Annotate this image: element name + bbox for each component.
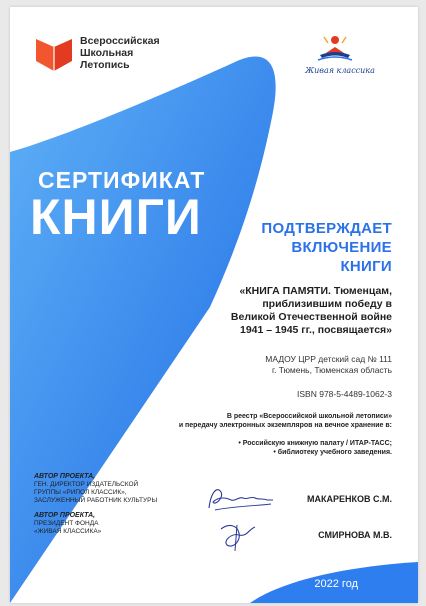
organization-name: МАДОУ ЦРР детский сад № 111: [265, 354, 392, 364]
book-title-line-3: Великой Отечественной войне: [230, 311, 392, 323]
confirm-line-2: ВКЛЮЧЕНИЕ: [291, 239, 392, 256]
registry-item-1: • Российскую книжную палату / ИТАР-ТАСС;: [238, 440, 392, 447]
signer-name-2: СМИРНОВА М.В.: [318, 530, 392, 540]
organization-city: г. Тюмень, Тюменская область: [272, 365, 392, 375]
signer-name-1: МАКАРЕНКОВ С.М.: [307, 494, 392, 504]
signature-1: [205, 482, 277, 516]
author-block-2: [34, 512, 157, 536]
registry-line-2: и передачу электронных экземпляров на вечное хранение в:: [178, 422, 392, 429]
book-title-line-4: 1941 – 1945 гг., посвящается»: [240, 324, 392, 336]
author-block-1: [34, 473, 157, 505]
logo-line-1: Всероссийская: [80, 35, 160, 47]
logo-line-2: Школьная: [80, 47, 134, 59]
book-title-line-1: «КНИГА ПАМЯТИ. Тюменцам,: [239, 285, 392, 297]
living-classics-logo: [300, 33, 375, 81]
registry-line-1: В реестр «Всероссийской школьной летописи»: [226, 413, 392, 420]
author-2-line-1: ПРЕЗИДЕНТ ФОНДА: [34, 520, 99, 527]
author-1-line-3: ЗАСЛУЖЕННЫЙ РАБОТНИК КУЛЬТУРЫ: [34, 497, 158, 504]
confirm-line-1: ПОДТВЕРЖДАЕТ: [261, 220, 392, 237]
isbn-number: ISBN 978-5-4489-1062-3: [297, 389, 392, 399]
confirmation-heading: [261, 219, 392, 276]
open-book-icon: [34, 37, 74, 73]
project-authors: [34, 473, 157, 536]
book-title: [231, 285, 392, 337]
author-1-line-1: ГЕН. ДИРЕКТОР ИЗДАТЕЛЬСКОЙ: [34, 481, 139, 488]
author-2-role: АВТОР ПРОЕКТА,: [34, 512, 96, 519]
reading-child-icon: [314, 33, 356, 65]
registry-item-2: • библиотеку учебного заведения.: [273, 449, 392, 456]
certificate-year: 2022 год: [314, 578, 358, 590]
logo-line-3: Летопись: [80, 59, 130, 71]
author-1-role: АВТОР ПРОЕКТА,: [34, 473, 96, 480]
certificate-big-title: КНИГИ: [30, 189, 202, 245]
signature-2: [215, 519, 263, 553]
organization-info: [265, 354, 392, 376]
certificate-sheet: [10, 7, 418, 603]
registry-notice: [179, 412, 392, 457]
book-title-line-2: приблизившим победу в: [262, 298, 392, 310]
certificate-title: СЕРТИФИКАТ: [38, 167, 206, 193]
author-1-line-2: ГРУППЫ «РИПОЛ КЛАССИК»,: [34, 489, 127, 496]
living-classics-wordmark: Живая классика: [305, 66, 375, 75]
author-2-line-2: «ЖИВАЯ КЛАССИКА»: [34, 528, 102, 535]
confirm-line-3: КНИГИ: [340, 258, 392, 275]
